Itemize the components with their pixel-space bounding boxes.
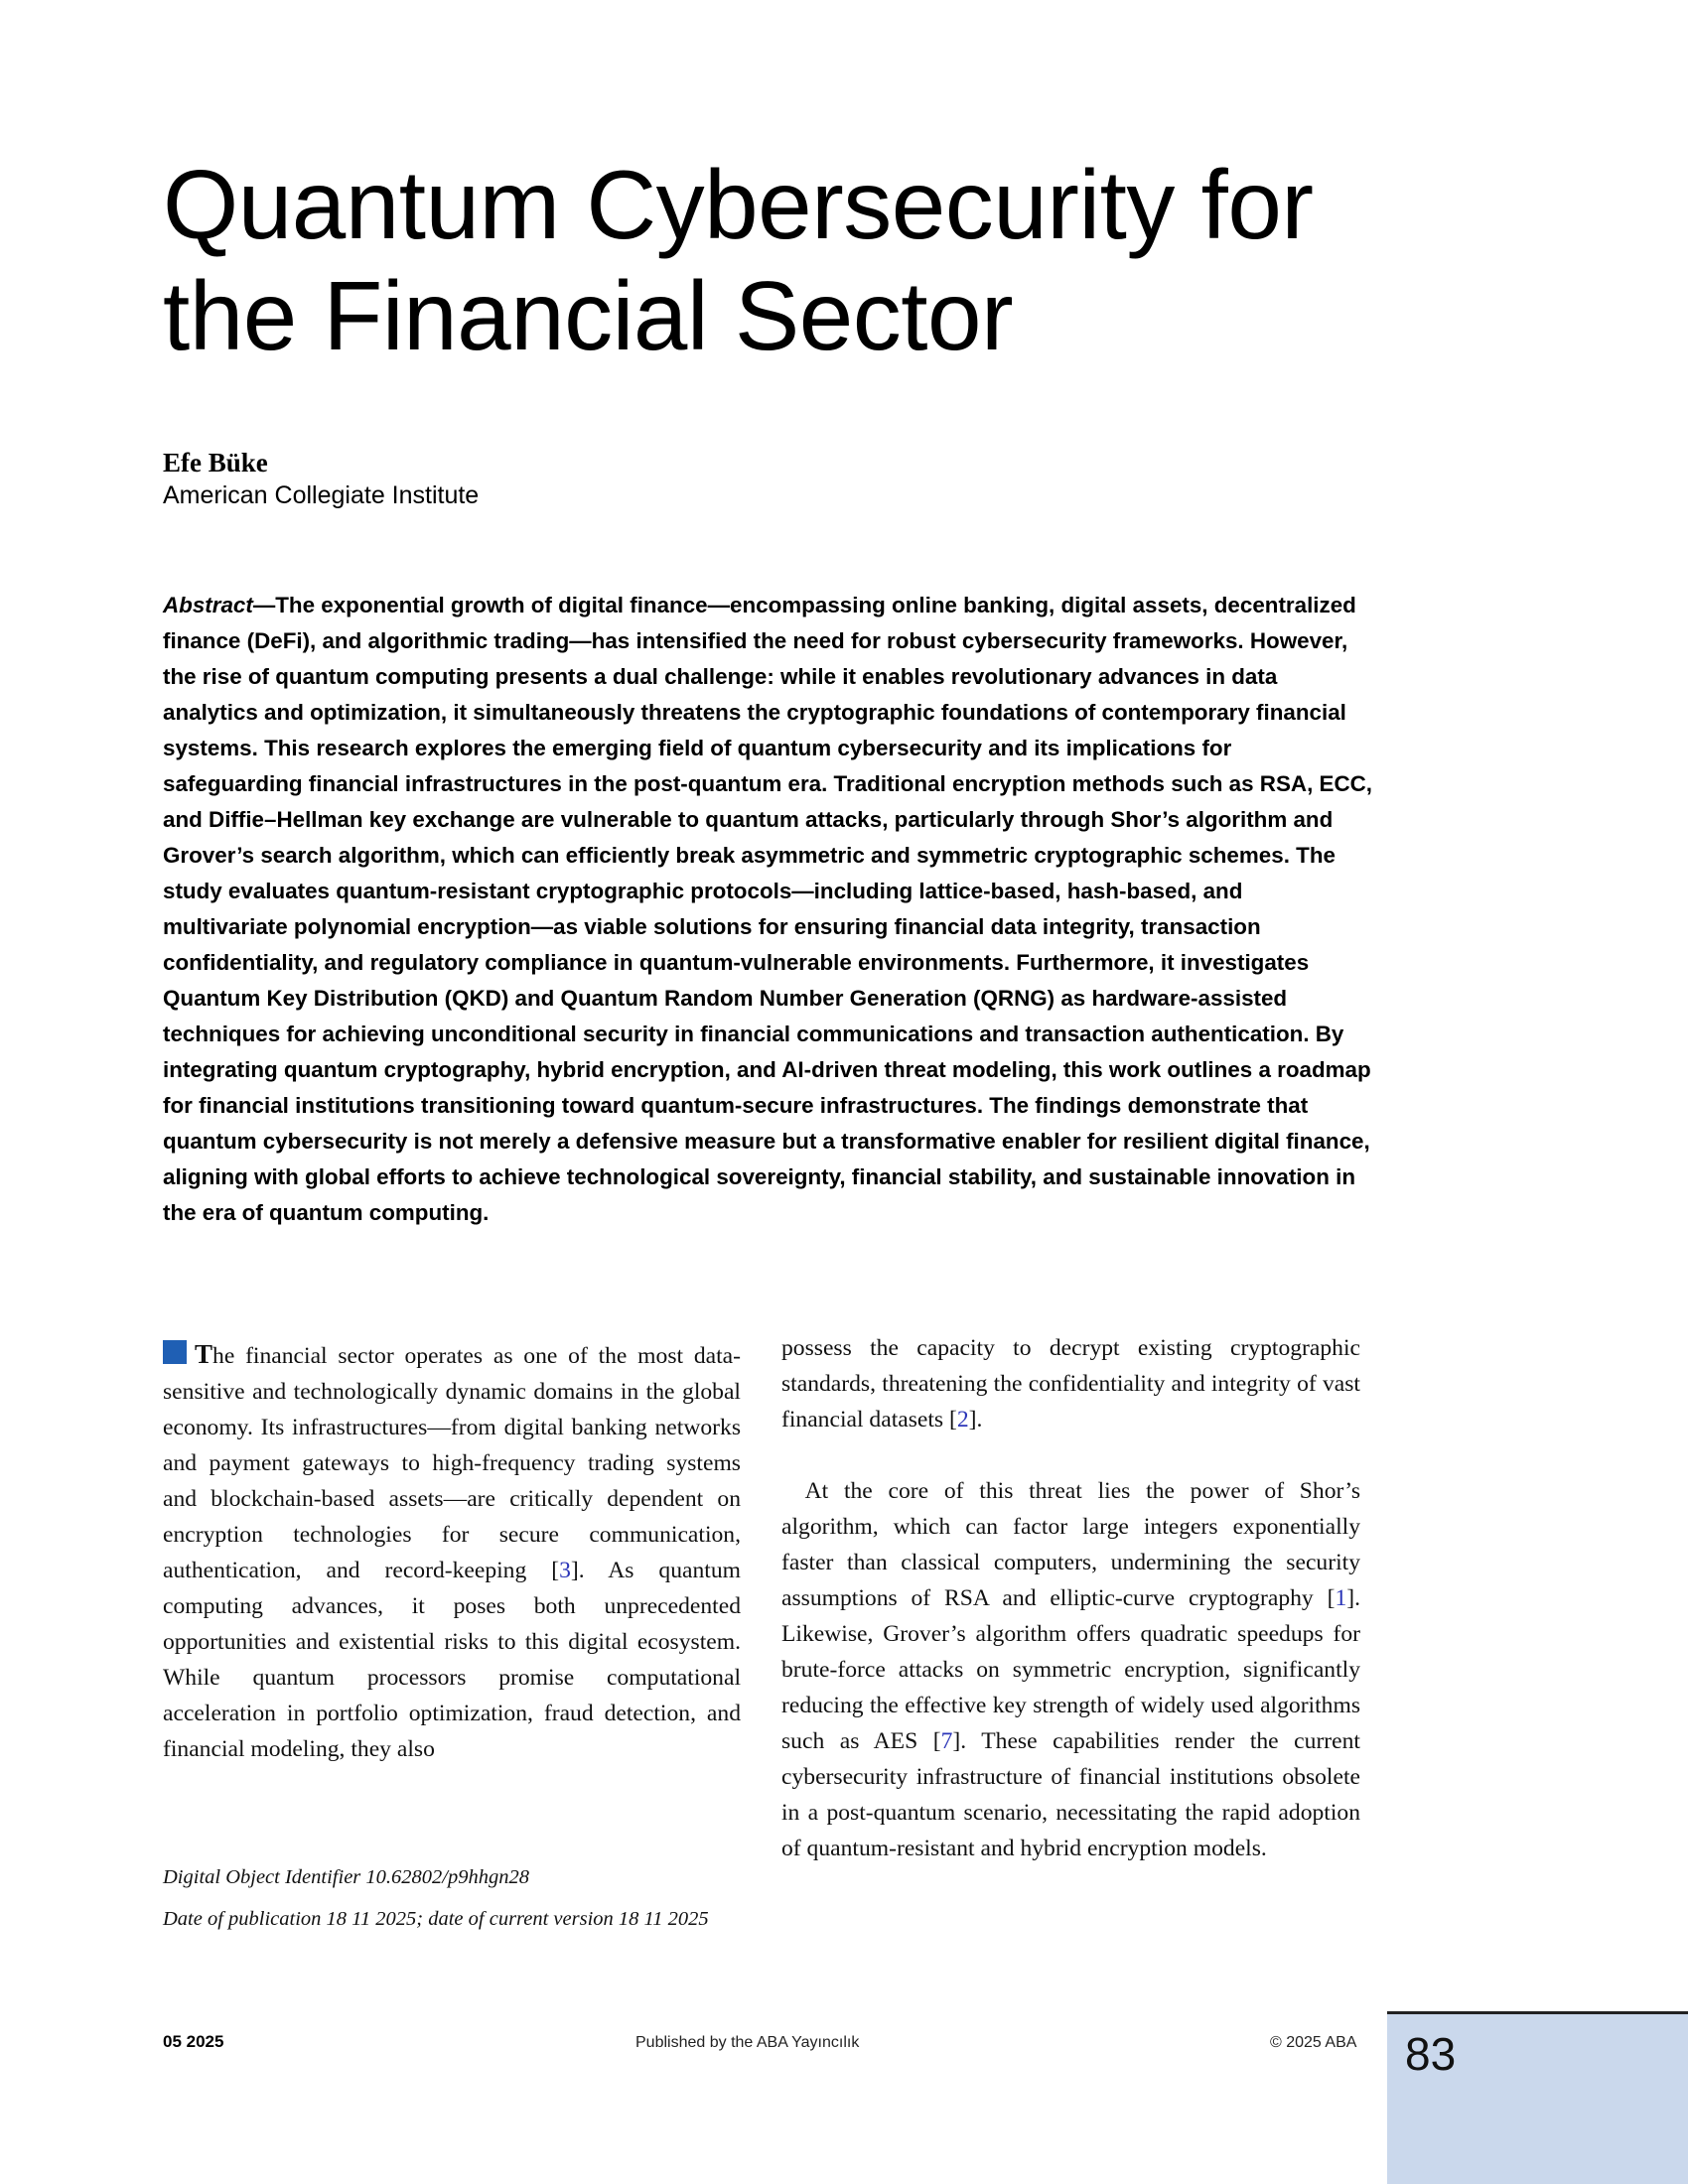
footer-issue: 05 2025 xyxy=(163,2032,224,2051)
paragraph-text: he financial sector operates as one of the most data-sensitive and technologically dynamic domains in the global economy. Its infrastructures—from digital banking networks and payment gateways to high-frequency trading systems and blockchain-based assets—are critically dependent on encryption technologies for secure communication, authentication, and record-keeping [ xyxy=(163,1343,741,1583)
body-paragraph-1-continued xyxy=(781,1330,1360,1437)
article-title-line-2: the Financial Sector xyxy=(163,261,1014,370)
paragraph-text: possess the capacity to decrypt existing cryptographic standards, threatening the confidentiality and integrity of vast financial datasets [ xyxy=(781,1335,1360,1433)
doi-line: Digital Object Identifier 10.62802/p9hhgn28 xyxy=(163,1866,529,1888)
body-column-right xyxy=(781,1330,1360,1866)
abstract-text: —The exponential growth of digital finance—encompassing online banking, digital assets, decentralized finance (DeFi), and algorithmic trading—has intensified the need for robust cybersecurity frameworks. However, the rise of quantum computing presents a dual challenge: while it enables revolutionary advances in data analytics and optimization, it simultaneously threatens the cryptographic foundations of contemporary financial systems. This research explores the emerging field of quantum cybersecurity and its implications for safeguarding financial infrastructures in the post-quantum era. Traditional encryption methods such as RSA, ECC, and Diffie–Hellman key exchange are vulnerable to quantum attacks, particularly through Shor’s algorithm and Grover’s search algorithm, which can efficiently break asymmetric and symmetric cryptographic schemes. The study evaluates quantum-resistant cryptographic protocols—including lattice-based, hash-based, and multivariate polynomial encryption—as viable solutions for ensuring financial data integrity, transaction confidentiality, and regulatory compliance in quantum-vulnerable environments. Furthermore, it investigates Quantum Key Distribution (QKD) and Quantum Random Number Generation (QRNG) as hardware-assisted techniques for achieving unconditional security in financial communications and transaction authentication. By integrating quantum cryptography, hybrid encryption, and AI-driven threat modeling, this work outlines a roadmap for financial institutions transitioning toward quantum-secure infrastructures. The findings demonstrate that quantum cybersecurity is not merely a defensive measure but a transformative enabler for resilient digital finance, aligning with global efforts to achieve technological sovereignty, financial stability, and sustainable innovation in the era of quantum computing. xyxy=(163,593,1373,1225)
drop-cap: T xyxy=(195,1339,213,1369)
footer-publisher: Published by the ABA Yayıncılık xyxy=(635,2034,860,2051)
article-title xyxy=(163,149,1414,371)
paragraph-text: ]. Likewise, Grover’s algorithm offers quadratic speedups for brute-force attacks on symmetric encryption, significantly reducing the effective key strength of widely used algorithms such as AES [ xyxy=(781,1585,1360,1754)
reference-link[interactable]: 3 xyxy=(559,1558,571,1583)
footer-copyright: © 2025 ABA xyxy=(1270,2034,1357,2051)
paragraph-text: At the core of this threat lies the power of Shor’s algorithm, which can factor large integers exponentially faster than classical computers, undermining the security assumptions of RSA and elliptic-curve cryptography [ xyxy=(781,1478,1360,1611)
article-title-line-1: Quantum Cybersecurity for xyxy=(163,150,1314,259)
paragraph-text: ]. xyxy=(968,1407,983,1433)
reference-link[interactable]: 1 xyxy=(1335,1585,1347,1611)
section-marker-icon xyxy=(163,1340,187,1364)
abstract-label: Abstract xyxy=(163,593,253,617)
author-affiliation: American Collegiate Institute xyxy=(163,481,480,509)
paragraph-text: ]. These capabilities render the current cybersecurity infrastructure of financial institutions obsolete in a post-quantum scenario, necessitating the rapid adoption of quantum-resistant and hybrid encryption models. xyxy=(781,1728,1360,1861)
author-name: Efe Büke xyxy=(163,448,268,478)
publication-info xyxy=(163,1856,741,1940)
page-number: 83 xyxy=(1405,2028,1457,2080)
publication-dates: Date of publication 18 11 2025; date of current version 18 11 2025 xyxy=(163,1908,709,1930)
paragraph-text: ]. As quantum computing advances, it poses both unprecedented opportunities and existential risks to this digital ecosystem. While quantum processors promise computational acceleration in portfolio optimization, fraud detection, and financial modeling, they also xyxy=(163,1558,741,1762)
body-column-left xyxy=(163,1336,741,1767)
reference-link[interactable]: 7 xyxy=(940,1728,953,1754)
body-paragraph-2 xyxy=(781,1473,1360,1866)
abstract xyxy=(163,588,1372,1231)
reference-link[interactable]: 2 xyxy=(956,1407,969,1433)
body-paragraph-1 xyxy=(163,1336,741,1767)
page-number-box xyxy=(1387,2011,1688,2184)
